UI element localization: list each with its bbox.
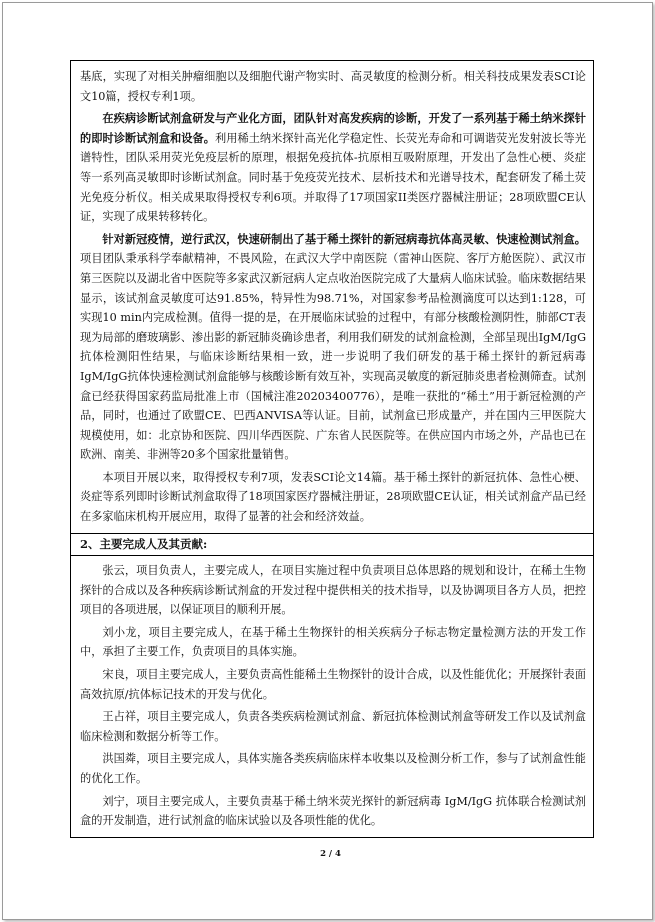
table-divider (71, 555, 593, 556)
contributors-section (80, 561, 586, 834)
paragraph-summary: 本项目开展以来，取得授权专利7项，发表SCI论文14篇。基于稀土探针的新冠抗体、急性心梗、炎症等系列即时诊断试剂盒取得了18项国家医疗器械注册证，28项欧盟CE认证，相关试剂盒产品已经在多家临床机构开展应用，取得了显著的社会和经济效益。 (80, 470, 586, 524)
paragraph-covid-kit (80, 230, 586, 465)
contributor-paragraph: 刘宁，项目主要完成人，主要负责基于稀土纳米荧光探针的新冠病毒 IgM/IgG 抗体联合检测试剂盒的开发制造，进行试剂盒的临床试验以及各项性能的优化。 (80, 794, 586, 828)
paragraph-intro: 基底，实现了对相关肿瘤细胞以及细胞代谢产物实时、高灵敏度的检测分析。相关科技成果发表SCI论文10篇，授权专利1项。 (80, 70, 586, 103)
table-divider (71, 533, 593, 534)
section-heading: 2、主要完成人及其贡献: (80, 537, 208, 551)
paragraph-covid-kit-lead: 针对新冠疫情，逆行武汉，快速研制出了基于稀土探针的新冠病毒抗体高灵敏、快速检测试剂盒。 (102, 231, 586, 246)
page-number: 2 / 4 (320, 849, 341, 859)
project-description-section (80, 67, 586, 530)
paragraph-diagnostic-kits (80, 109, 586, 227)
contributor-paragraph: 宋良，项目主要完成人，主要负责高性能稀土生物探针的设计合成，以及性能优化；开展探针表面高效抗原/抗体标记技术的开发与优化。 (80, 667, 586, 701)
contributor-paragraph: 洪国粦，项目主要完成人，具体实施各类疾病临床样本收集以及检测分析工作，参与了试剂盒性能的优化工作。 (80, 752, 586, 785)
document-page (2, 2, 653, 920)
contributor-paragraph: 王占祥，项目主要完成人，负责各类疾病检测试剂盒、新冠抗体检测试剂盒等研发工作以及试剂盒临床检测和数据分析等工作。 (80, 710, 586, 743)
paragraph-diagnostic-kits-body: 利用稀土纳米探针高光化学稳定性、长荧光寿命和可调谐荧光发射波长等光谱特性，团队采用荧光免疫层析的原理，根据免疫抗体-抗原相互吸附原理，开发出了急性心梗、炎症等一系列高灵敏即时诊断试剂盒。同时基于免疫荧光技术、层析技术和光谱导技术，配套研发了稀土荧光免疫分析仪。相关成果取得授权专利6项。并取得了17项国家II类医疗器械注册证；28项欧盟CE认证，实现了成果转移转化。 (80, 131, 586, 224)
paragraph-covid-kit-body: 项目团队秉承科学奉献精神，不畏风险，在武汉大学中南医院（雷神山医院、客厅方舱医院）、武汉市第三医院以及湖北省中医院等多家武汉新冠病人定点收治医院完成了大量病人临床试验。临床数据结果显示，该试剂盒灵敏度可达91.85%，特异性为98.71%，对国家参考品检测滴度可以达到1:128，可实现10 min内完成检测。值得一提的是，在开展临床试验的过程中，有部分核酸检测阴性，肺部CT表现为局部的磨玻璃影、渗出影的新冠肺炎确诊患者，利用我们研发的试剂盒检测，全部呈现出IgM/IgG抗体检测阳性结果，与临床诊断结果相一致，进一步说明了我们研发的基于稀土探针的新冠病毒IgM/IgG抗体快速检测试剂盒能够与核酸诊断有效互补，实现高灵敏度的新冠肺炎患者检测筛查。试剂盒已经获得国家药监局批准上市（国械注准20203400776），是唯一获批的“稀土”用于新冠检测的产品，同时，也通过了欧盟CE、巴西ANVISA等认证。目前，试剂盒已形成量产，并在国内三甲医院大规模使用，如：北京协和医院、四川华西医院、广东省人民医院等。在供应国内市场之外，产品也已在欧洲、南美、非洲等20多个国家批量销售。 (80, 252, 587, 462)
paragraph-diagnostic-kits-lead: 在疾病诊断试剂盒研发与产业化方面，团队针对高发疾病的诊断，开发了一系列基于稀土纳米探针的即时诊断试剂盒和设备。 (80, 111, 586, 145)
content-table (70, 60, 594, 838)
contributor-paragraph: 张云，项目负责人，主要完成人，在项目实施过程中负责项目总体思路的规划和设计，在稀土生物探针的合成以及各种疾病诊断试剂盒的开发过程中提供相关的技术指导，以及协调项目各方人员，把控项目的各项进展，以保证项目的顺利开展。 (80, 564, 586, 617)
contributor-paragraph: 刘小龙，项目主要完成人，在基于稀土生物探针的相关疾病分子标志物定量检测方法的开发工作中，承担了主要工作，负责项目的具体实施。 (80, 625, 586, 659)
